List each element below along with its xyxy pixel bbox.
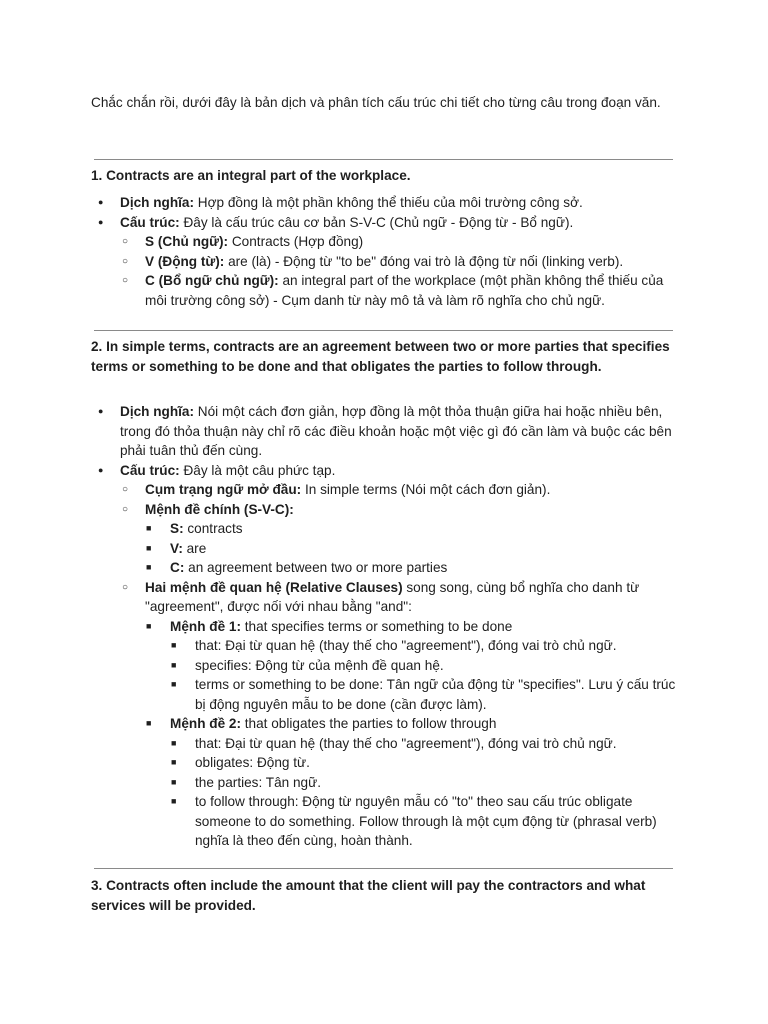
clause-1-text: that specifies terms or something to be done	[241, 618, 513, 634]
list-item: ■ that: Đại từ quan hệ (thay thế cho "agreement"), đóng vai trò chủ ngữ.	[170, 636, 685, 656]
list-item: ■ terms or something to be done: Tân ngữ của động từ "specifies". Lưu ý cấu trúc bị động nguyên mẫu to be done (cần được làm).	[170, 675, 685, 714]
list-item	[120, 578, 685, 851]
section-2-list	[95, 402, 685, 851]
verb-label: V (Động từ):	[145, 253, 225, 269]
complement-label: C (Bổ ngữ chủ ngữ):	[145, 273, 279, 288]
list-item	[120, 500, 685, 578]
list-item: ■ specifies: Động từ của mệnh đề quan hệ.	[170, 656, 685, 676]
list-item	[120, 252, 685, 272]
structure-label: Cấu trúc:	[120, 462, 180, 478]
list-item	[120, 271, 685, 310]
structure-text: Đây là cấu trúc câu cơ bản S-V-C (Chủ ngữ - Động từ - Bổ ngữ).	[179, 214, 574, 230]
section-divider	[94, 159, 673, 160]
list-item: ■ to follow through: Động từ nguyên mẫu có "to" theo sau cấu trúc obligate someone to do something. Follow through là một cụm động từ (phrasal verb) nghĩa là theo đến cùng, hoàn thành.	[170, 792, 685, 851]
structure-text: Đây là một câu phức tạp.	[179, 462, 336, 478]
structure-sublist	[120, 232, 685, 310]
list-item	[145, 539, 685, 559]
list-item: ■ obligates: Động từ.	[170, 753, 685, 773]
relative-clauses-sublist	[145, 617, 685, 851]
complement-text: an integral part of the workplace (một phần không thể thiếu của môi trường công sở) - Cụm danh từ này mô tả và làm rõ nghĩa cho chủ ngữ.	[145, 273, 664, 308]
subject-label: S:	[170, 521, 184, 536]
subject-text: Contracts (Hợp đồng)	[228, 234, 364, 249]
list-item	[95, 193, 685, 213]
verb-text: are	[182, 540, 207, 556]
clause-2-text: that obligates the parties to follow through	[241, 716, 497, 731]
list-item	[120, 232, 685, 252]
complement-text: an agreement between two or more parties	[184, 560, 448, 575]
relative-clauses-label: Hai mệnh đề quan hệ (Relative Clauses)	[145, 579, 403, 595]
section-1-heading: 1. Contracts are an integral part of the workplace.	[91, 168, 411, 183]
list-item: ■ the parties: Tân ngữ.	[170, 773, 685, 793]
adverbial-text: In simple terms (Nói một cách đơn giản).	[301, 482, 551, 497]
subject-label: S (Chủ ngữ):	[145, 234, 229, 249]
verb-label: V:	[170, 540, 183, 556]
section-2-heading: 2. In simple terms, contracts are an agreement between two or more parties that specifies terms or something to be done and that obligates the parties to follow through.	[91, 339, 670, 374]
list-item	[120, 480, 685, 500]
section-divider	[94, 868, 673, 869]
clause-1-sublist	[170, 636, 685, 714]
section-1-list	[95, 193, 685, 310]
relative-clauses-text: song song, cùng bổ nghĩa cho danh từ "agreement", được nối với nhau bằng "and":	[145, 579, 640, 614]
list-item	[95, 213, 685, 311]
section-3-heading: 3. Contracts often include the amount that the client will pay the contractors and what services will be provided.	[91, 878, 646, 913]
adverbial-label: Cụm trạng ngữ mở đầu:	[145, 482, 302, 497]
list-item: ■ that: Đại từ quan hệ (thay thế cho "agreement"), đóng vai trò chủ ngữ.	[170, 734, 685, 754]
structure-label: Cấu trúc:	[120, 214, 180, 230]
subject-text: contracts	[183, 521, 243, 536]
meaning-text: Hợp đồng là một phần không thể thiếu của môi trường công sở.	[194, 195, 583, 210]
list-item	[145, 617, 685, 715]
list-item	[95, 461, 685, 851]
list-item	[95, 402, 685, 461]
meaning-text: Nói một cách đơn giản, hợp đồng là một thỏa thuận giữa hai hoặc nhiều bên, trong đó thỏa thuận này chỉ rõ các điều khoản hoặc một việc gì đó cần làm và buộc các bên phải tuân thủ đến cùng.	[120, 404, 672, 458]
main-clause-sublist	[145, 519, 685, 578]
clause-2-label: Mệnh đề 2:	[170, 716, 241, 731]
list-item	[145, 519, 685, 539]
clause-1-label: Mệnh đề 1:	[170, 618, 241, 634]
verb-text: are (là) - Động từ "to be" đóng vai trò là động từ nối (linking verb).	[224, 253, 624, 269]
clause-2-sublist	[170, 734, 685, 851]
complement-label: C:	[170, 560, 185, 575]
list-item	[145, 558, 685, 578]
structure-sublist	[120, 480, 685, 851]
meaning-label: Dịch nghĩa:	[120, 404, 195, 419]
intro-paragraph: Chắc chắn rồi, dưới đây là bản dịch và phân tích cấu trúc chi tiết cho từng câu trong đoạn văn.	[91, 95, 661, 110]
section-divider	[94, 330, 673, 331]
list-item	[145, 714, 685, 851]
meaning-label: Dịch nghĩa:	[120, 195, 195, 210]
main-clause-label: Mệnh đề chính (S-V-C):	[145, 501, 294, 517]
